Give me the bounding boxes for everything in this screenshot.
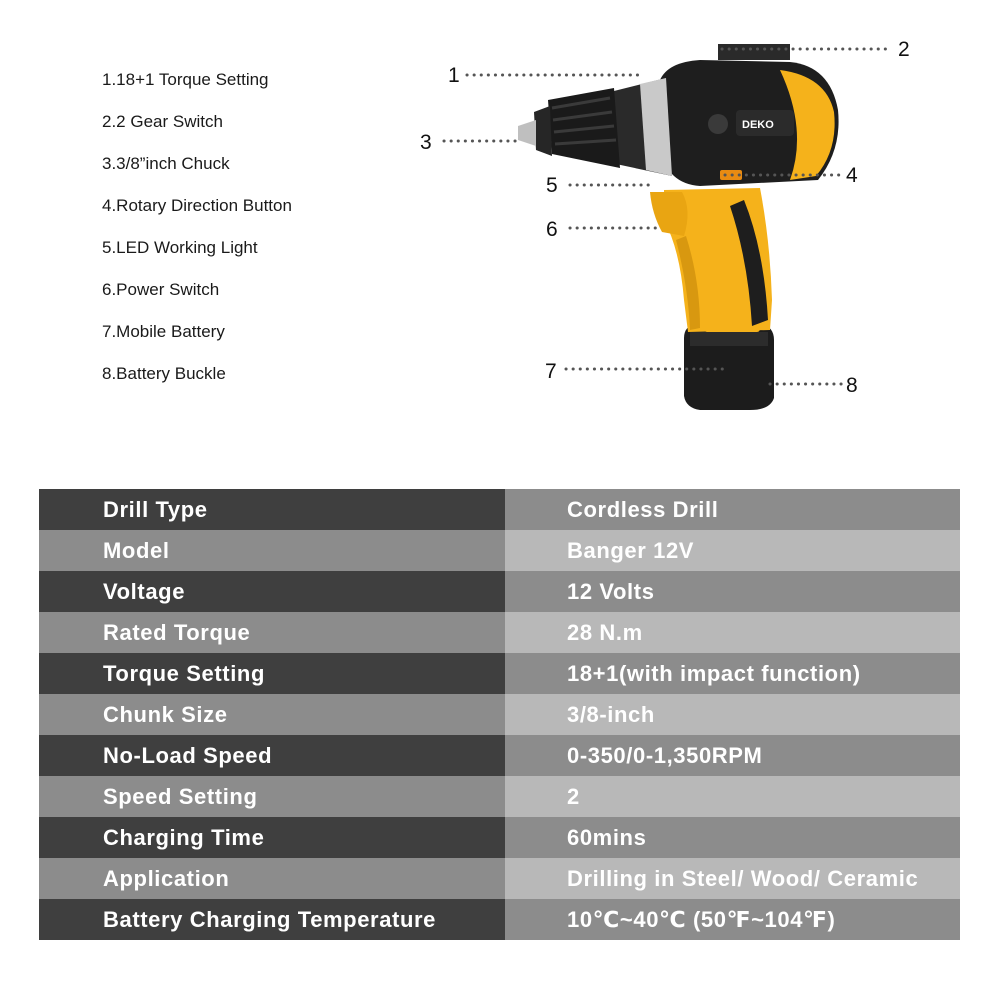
spec-value: 0-350/0-1,350RPM xyxy=(505,735,960,776)
spec-label: Speed Setting xyxy=(39,776,505,817)
spec-row-application xyxy=(39,858,960,899)
spec-row-charging-time xyxy=(39,817,960,858)
spec-value: 2 xyxy=(505,776,960,817)
spec-row-no-load-speed xyxy=(39,735,960,776)
spec-label: Model xyxy=(39,530,505,571)
callout-2: 2 xyxy=(898,38,910,61)
feature-list xyxy=(102,68,292,404)
spec-value: Drilling in Steel/ Wood/ Ceramic xyxy=(505,858,960,899)
callout-3: 3 xyxy=(420,131,432,154)
spec-row-model xyxy=(39,530,960,571)
spec-label: Torque Setting xyxy=(39,653,505,694)
brand-logo: DEKO xyxy=(742,119,774,131)
spec-value: Cordless Drill xyxy=(505,489,960,530)
callout-8: 8 xyxy=(846,374,858,397)
spec-row-torque-setting xyxy=(39,653,960,694)
drill-chuck xyxy=(518,78,672,176)
spec-label: Application xyxy=(39,858,505,899)
spec-label: Charging Time xyxy=(39,817,505,858)
spec-value: 28 N.m xyxy=(505,612,960,653)
spec-row-chunk-size xyxy=(39,694,960,735)
drill-illustration xyxy=(400,20,940,430)
spec-value: 60mins xyxy=(505,817,960,858)
feature-item: 4.Rotary Direction Button xyxy=(102,196,292,215)
feature-item: 7.Mobile Battery xyxy=(102,322,225,341)
spec-value: Banger 12V xyxy=(505,530,960,571)
spec-value: 18+1(with impact function) xyxy=(505,653,960,694)
spec-label: Voltage xyxy=(39,571,505,612)
spec-row-rated-torque xyxy=(39,612,960,653)
spec-row-charging-temperature xyxy=(39,899,960,940)
drill-body xyxy=(660,44,839,186)
spec-row-speed-setting xyxy=(39,776,960,817)
battery-pack xyxy=(684,322,774,410)
spec-label: Drill Type xyxy=(39,489,505,530)
callout-5: 5 xyxy=(546,174,558,197)
feature-item: 2.2 Gear Switch xyxy=(102,112,223,131)
spec-label: Battery Charging Temperature xyxy=(39,899,505,940)
spec-label: No-Load Speed xyxy=(39,735,505,776)
spec-value: 10℃~40℃ (50℉~104℉) xyxy=(505,899,960,940)
feature-item: 6.Power Switch xyxy=(102,280,220,299)
spec-row-voltage xyxy=(39,571,960,612)
callout-1: 1 xyxy=(448,64,460,87)
callout-7: 7 xyxy=(545,360,557,383)
spec-value: 3/8-inch xyxy=(505,694,960,735)
spec-label: Chunk Size xyxy=(39,694,505,735)
spec-value: 12 Volts xyxy=(505,571,960,612)
spec-label: Rated Torque xyxy=(39,612,505,653)
callout-4: 4 xyxy=(846,164,858,187)
feature-item: 3.3/8”inch Chuck xyxy=(102,154,230,173)
feature-item: 5.LED Working Light xyxy=(102,238,258,257)
feature-item: 8.Battery Buckle xyxy=(102,364,226,383)
callout-6: 6 xyxy=(546,218,558,241)
spec-table xyxy=(39,489,960,940)
feature-item: 1.18+1 Torque Setting xyxy=(102,70,269,89)
spec-row-drill-type xyxy=(39,489,960,530)
